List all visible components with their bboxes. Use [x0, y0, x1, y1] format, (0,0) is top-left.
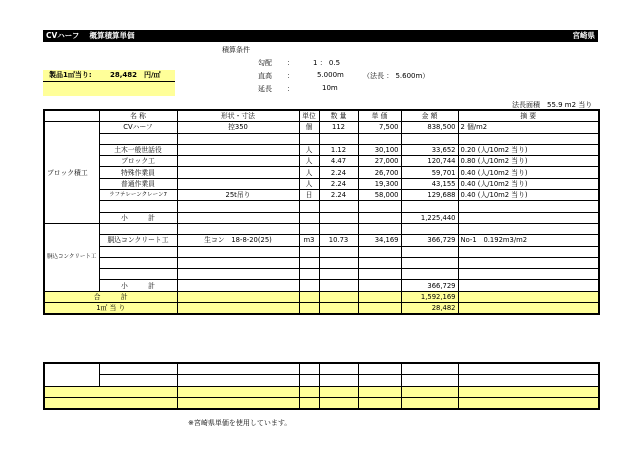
item-qty: 1.12 — [319, 144, 358, 155]
table-row — [44, 397, 599, 409]
item-price: 19,300 — [358, 178, 401, 189]
item-unit: 人 — [299, 178, 319, 189]
item-remarks: 0.40 (人/10m2 当り) — [458, 178, 599, 189]
unit-price-value: 28,482 — [110, 71, 138, 79]
colon: ： — [287, 85, 294, 93]
item-spec: 生コン 18-8-20(25) — [177, 235, 299, 246]
table-row — [44, 223, 599, 234]
item-qty: 112 — [319, 122, 358, 133]
item-name: 土木一般世話役 — [99, 144, 177, 155]
slope-value: 1 ： 0.5 — [313, 59, 341, 67]
table-row — [44, 269, 599, 280]
item-spec — [177, 156, 299, 167]
item-amount: 59,701 — [401, 167, 458, 178]
per-m2-label: 1㎡ 当 り — [44, 303, 177, 315]
item-qty: 4.47 — [319, 156, 358, 167]
item-qty: 2.24 — [319, 167, 358, 178]
item-remarks: 0.40 (人/10m2 当り) — [458, 167, 599, 178]
item-remarks: No-1 0.192m3/m2 — [458, 235, 599, 246]
table-row — [44, 133, 599, 144]
subtotal-row — [44, 212, 599, 223]
header-qty: 数 量 — [319, 110, 358, 122]
item-amount: 838,500 — [401, 122, 458, 133]
section-concrete: 胴込コンクリート工 — [44, 223, 99, 291]
table-row — [44, 386, 599, 397]
item-amount: 366,729 — [401, 235, 458, 246]
height-label: 直高 — [258, 72, 272, 80]
total-row — [44, 291, 599, 302]
item-qty: 10.73 — [319, 235, 358, 246]
table-row — [44, 178, 599, 189]
blank-table — [43, 362, 600, 410]
subtotal-amount: 1,225,440 — [401, 212, 458, 223]
colon: ： — [287, 72, 294, 80]
area-note: 法長面積 55.9 m2 当り — [512, 101, 593, 109]
table-row — [44, 122, 599, 133]
item-name: 特殊作業員 — [99, 167, 177, 178]
subtotal-label: 小 計 — [99, 212, 177, 223]
table-row — [44, 144, 599, 155]
item-price: 7,500 — [358, 122, 401, 133]
item-unit: 人 — [299, 167, 319, 178]
item-spec: 25t吊り — [177, 190, 299, 201]
unit-price-box — [43, 70, 175, 96]
item-spec — [177, 144, 299, 155]
item-name: 胴込コンクリート工 — [99, 235, 177, 246]
document-title: CVハーフ 概算積算単価 — [46, 31, 135, 40]
length-label: 延長 — [258, 85, 272, 93]
subtotal-row — [44, 280, 599, 291]
item-price: 58,000 — [358, 190, 401, 201]
colon: ： — [287, 59, 294, 67]
header-spec: 形状・寸法 — [177, 110, 299, 122]
section-block: ブロック積工 — [44, 122, 99, 224]
item-qty: 2.24 — [319, 190, 358, 201]
length-value: 10m — [322, 84, 338, 92]
item-price: 26,700 — [358, 167, 401, 178]
region-label: 宮崎県 — [572, 31, 595, 40]
item-amount: 43,155 — [401, 178, 458, 189]
slope-label: 勾配 — [258, 59, 272, 67]
item-price: 34,169 — [358, 235, 401, 246]
item-spec: 控350 — [177, 122, 299, 133]
item-remarks: 0.40 (人/10m2 当り) — [458, 190, 599, 201]
item-amount: 120,744 — [401, 156, 458, 167]
item-remarks: 2 個/m2 — [458, 122, 599, 133]
item-unit: 日 — [299, 190, 319, 201]
footnote: ※宮崎県単価を使用しています。 — [188, 419, 292, 427]
header-remarks: 摘 要 — [458, 110, 599, 122]
per-m2-row — [44, 303, 599, 315]
item-remarks: 0.20 (人/10m2 当り) — [458, 144, 599, 155]
item-unit: 人 — [299, 144, 319, 155]
title-bar — [43, 30, 598, 42]
item-name: CVハーフ — [99, 122, 177, 133]
item-spec — [177, 178, 299, 189]
table-row — [44, 375, 599, 386]
table-row — [44, 201, 599, 212]
table-row — [44, 235, 599, 246]
unit-price-label: 製品1㎡当り: — [49, 71, 92, 79]
item-name: ラフテレーンクレーン7 — [99, 190, 177, 201]
table-row — [44, 190, 599, 201]
item-price: 30,100 — [358, 144, 401, 155]
table-row — [44, 363, 599, 375]
slope-length: （法長 ： 5.600m） — [363, 72, 430, 80]
item-name: 普通作業員 — [99, 178, 177, 189]
item-unit: 人 — [299, 156, 319, 167]
header-price: 単 価 — [358, 110, 401, 122]
height-value: 5.000m — [317, 71, 344, 79]
item-qty: 2.24 — [319, 178, 358, 189]
header-cell — [44, 110, 99, 122]
item-name: ブロック工 — [99, 156, 177, 167]
table-row — [44, 156, 599, 167]
item-price: 27,000 — [358, 156, 401, 167]
item-remarks: 0.80 (人/10m2 当り) — [458, 156, 599, 167]
conditions-title: 積算条件 — [222, 46, 250, 54]
item-spec — [177, 167, 299, 178]
subtotal-label: 小 計 — [99, 280, 177, 291]
table-row — [44, 257, 599, 268]
item-unit: 個 — [299, 122, 319, 133]
item-unit: m3 — [299, 235, 319, 246]
total-label: 合 計 — [44, 291, 177, 302]
table-row — [44, 246, 599, 257]
header-name: 名 称 — [99, 110, 177, 122]
item-amount: 33,652 — [401, 144, 458, 155]
table-header-row — [44, 110, 599, 122]
header-amount: 金 額 — [401, 110, 458, 122]
per-m2-amount: 28,482 — [401, 303, 458, 315]
unit-price-unit: 円/㎡ — [144, 71, 161, 79]
header-unit: 単位 — [299, 110, 319, 122]
item-amount: 129,688 — [401, 190, 458, 201]
table-row — [44, 167, 599, 178]
subtotal-amount: 366,729 — [401, 280, 458, 291]
total-amount: 1,592,169 — [401, 291, 458, 302]
estimate-table — [43, 109, 600, 315]
